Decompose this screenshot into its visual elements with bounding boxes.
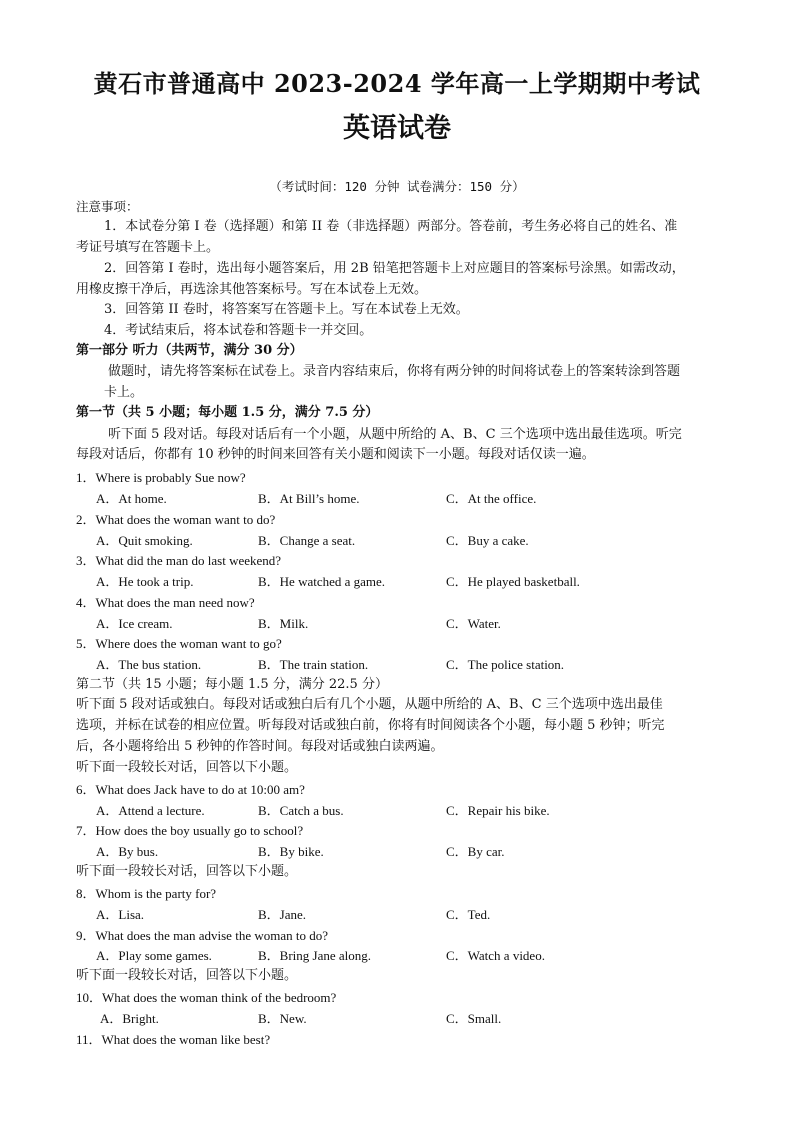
q1-option-b: B．At Bill’s home. bbox=[258, 491, 360, 506]
q2-option-b: B．Change a seat. bbox=[258, 533, 356, 548]
q3-option-a: A．He took a trip. bbox=[96, 574, 194, 589]
note-1-line-2: 考证号填写在答题卡上。 bbox=[76, 240, 220, 255]
q4-option-b: B．Milk. bbox=[258, 616, 309, 631]
question-4: 4．What does the man need now? bbox=[76, 595, 255, 610]
longer-dialogue-note-1: 听下面一段较长对话，回答以下小题。 bbox=[76, 760, 298, 775]
q5-option-c: C．The police station. bbox=[446, 657, 565, 672]
section1-instruction-line-2: 每段对话后，你都有 10 秒钟的时间来回答有关小题和阅读下一小题。每段对话仅读一遍。 bbox=[76, 447, 595, 462]
q7-option-c: C．By car. bbox=[446, 844, 505, 859]
question-1: 1．Where is probably Sue now? bbox=[76, 470, 246, 485]
q6-option-a: A．Attend a lecture. bbox=[96, 803, 205, 818]
q7-option-a: A．By bus. bbox=[96, 844, 159, 859]
question-11: 11．What does the woman like best? bbox=[76, 1032, 271, 1047]
section2-instruction-line-1: 听下面 5 段对话或独白。每段对话或独白后有几个小题，从题中所给的 A、B、C 三个选项中选出最佳 bbox=[76, 697, 663, 712]
notes-heading: 注意事项： bbox=[76, 199, 139, 214]
q9-option-a: A．Play some games. bbox=[96, 948, 212, 963]
q3-option-b: B．He watched a game. bbox=[258, 574, 386, 589]
q10-option-b: B．New. bbox=[258, 1011, 307, 1026]
longer-dialogue-note-2: 听下面一段较长对话，回答以下小题。 bbox=[76, 864, 298, 879]
note-4: 4．考试结束后，将本试卷和答题卡一并交回。 bbox=[104, 323, 373, 338]
question-7: 7．How does the boy usually go to school? bbox=[76, 823, 304, 838]
question-5: 5．Where does the woman want to go? bbox=[76, 636, 282, 651]
q9-option-b: B．Bring Jane along. bbox=[258, 948, 372, 963]
q6-option-c: C．Repair his bike. bbox=[446, 803, 550, 818]
q2-option-a: A．Quit smoking. bbox=[96, 533, 193, 548]
q8-option-b: B．Jane. bbox=[258, 907, 307, 922]
longer-dialogue-note-3: 听下面一段较长对话，回答以下小题。 bbox=[76, 968, 298, 983]
question-10: 10．What does the woman think of the bedroom? bbox=[76, 990, 337, 1005]
q10-option-a: A．Bright. bbox=[100, 1011, 159, 1026]
part1-heading: 第一部分 听力（共两节，满分 30 分） bbox=[76, 343, 303, 358]
q10-option-c: C．Small. bbox=[446, 1011, 502, 1026]
q5-option-b: B．The train station. bbox=[258, 657, 369, 672]
q2-option-c: C．Buy a cake. bbox=[446, 533, 529, 548]
q3-option-c: C．He played basketball. bbox=[446, 574, 580, 589]
question-6: 6．What does Jack have to do at 10:00 am? bbox=[76, 782, 305, 797]
q8-option-a: A．Lisa. bbox=[96, 907, 145, 922]
q1-option-c: C．At the office. bbox=[446, 491, 537, 506]
q1-option-a: A．At home. bbox=[96, 491, 167, 506]
section1-instruction-line-1: 听下面 5 段对话。每段对话后有一个小题，从题中所给的 A、B、C 三个选项中选出最佳选项。听完 bbox=[108, 427, 682, 442]
q7-option-b: B．By bike. bbox=[258, 844, 324, 859]
note-2-line-2: 用橡皮擦干净后，再选涂其他答案标号。写在本试卷上无效。 bbox=[76, 282, 428, 297]
note-2-line-1: 2．回答第 I 卷时，选出每小题答案后，用 2B 铅笔把答题卡上对应题目的答案标号涂黑。如需改动， bbox=[104, 261, 685, 276]
q5-option-a: A．The bus station. bbox=[96, 657, 202, 672]
question-9: 9．What does the man advise the woman to do? bbox=[76, 928, 328, 943]
q6-option-b: B．Catch a bus. bbox=[258, 803, 344, 818]
question-8: 8．Whom is the party for? bbox=[76, 886, 217, 901]
exam-title: 黄石市普通高中 2023-2024 学年高一上学期期中考试 bbox=[93, 69, 701, 98]
note-3: 3．回答第 II 卷时，将答案写在答题卡上。写在本试卷上无效。 bbox=[104, 302, 469, 317]
q4-option-c: C．Water. bbox=[446, 616, 501, 631]
q9-option-c: C．Watch a video. bbox=[446, 948, 545, 963]
section2-instruction-line-3: 后，各小题将给出 5 秒钟的作答时间。每段对话或独白读两遍。 bbox=[76, 739, 444, 754]
exam-time-score: （考试时间：120 分钟 试卷满分：150 分） bbox=[269, 179, 525, 194]
q4-option-a: A．Ice cream. bbox=[96, 616, 173, 631]
note-1-line-1: 1．本试卷分第 I 卷（选择题）和第 II 卷（非选择题）两部分。答卷前，考生务必将自己的姓名、准 bbox=[104, 219, 678, 234]
part1-instruction-line-1: 做题时，请先将答案标在试卷上。录音内容结束后，你将有两分钟的时间将试卷上的答案转涂到答题 bbox=[108, 364, 681, 379]
question-2: 2．What does the woman want to do? bbox=[76, 512, 276, 527]
section2-heading: 第二节（共 15 小题；每小题 1.5 分，满分 22.5 分） bbox=[76, 677, 388, 692]
q8-option-c: C．Ted. bbox=[446, 907, 491, 922]
part1-instruction-line-2: 卡上。 bbox=[104, 385, 144, 400]
section2-instruction-line-2: 选项，并标在试卷的相应位置。听每段对话或独白前，你将有时间阅读各个小题，每小题 5 秒钟；听完 bbox=[76, 718, 665, 733]
section1-heading: 第一节（共 5 小题；每小题 1.5 分，满分 7.5 分） bbox=[76, 405, 379, 420]
exam-subtitle: 英语试卷 bbox=[343, 113, 451, 144]
question-3: 3．What did the man do last weekend? bbox=[76, 553, 282, 568]
